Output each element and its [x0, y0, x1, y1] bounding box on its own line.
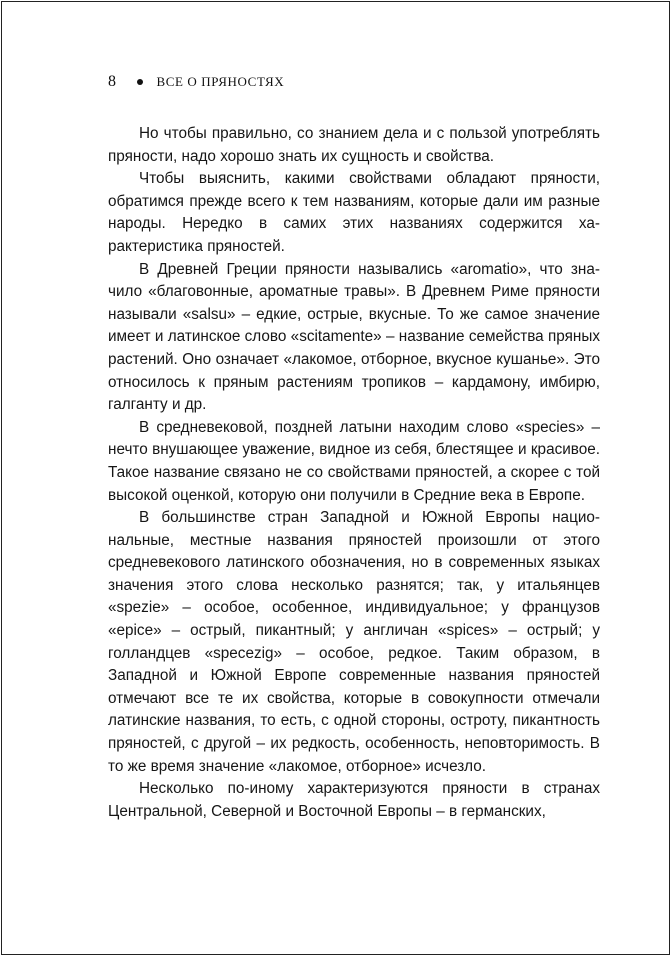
paragraph: В большинстве стран Западной и Южной Европы национальные, местные названия пряностей произошли от этого средневекового латинского обозначения, но в современных языках значения этого слова несколько разнятся; так, у итальянцев «spezie» – особое, особенное, индивидуальное; у французов «epice» – острый, пикантный; у англичан «spices» – острый; у голландцев «specezig» – особое, редкое. Таким образом, в Западной и Южной Европе современные названия пряностей отмечают все те их свойства, которые в совокупности отмечали латинские названия, то есть, с одной стороны, остроту, пикантность пряностей, с другой – их редкость, особенность, неповторимость. В то же время значение «лакомое, отборное» исчезло. [108, 509, 600, 775]
book-page [1, 1, 670, 955]
text-body [108, 123, 600, 823]
paragraph: Чтобы выяснить, какими свойствами обладают пряности, обратимся прежде всего к тем названиям, которые дали им разные народы. Нередко в самих этих названиях содержится характеристика пряностей. [108, 170, 600, 255]
paragraph: Несколько по-иному характеризуются пряности в странах Центральной, Северной и Восточной Европы – в германских, [108, 780, 600, 820]
paragraph: В средневековой, поздней латыни находим слово «species» – нечто внушающее уважение, видное из себя, блестящее и красивое. Такое название связано не со свойствами пряностей, а скорее с той высокой оценкой, которую они получили в Средние века в Европе. [108, 418, 600, 504]
page-number: 8 [108, 73, 117, 90]
book-title: ВСЕ О ПРЯНОСТЯХ [156, 74, 285, 89]
bullet-separator-icon [137, 79, 143, 85]
paragraph: Но чтобы правильно, со знанием дела и с пользой употреблять пряности, надо хорошо знать их сущность и свойства. [108, 125, 600, 165]
paragraph: В Древней Греции пряности назывались «aromatio», что значило «благовонные, ароматные травы». В Древнем Риме пряности называли «salsu» – едкие, острые, вкусные. То же самое значение имеет и латинское слово «scitamente» – название семейства пряных растений. Оно означает «лакомое, отборное, вкусное кушанье». Это относилось к пряным растениям тропиков – кардамону, имбирю, галганту и др. [108, 260, 600, 414]
running-head [108, 73, 284, 91]
